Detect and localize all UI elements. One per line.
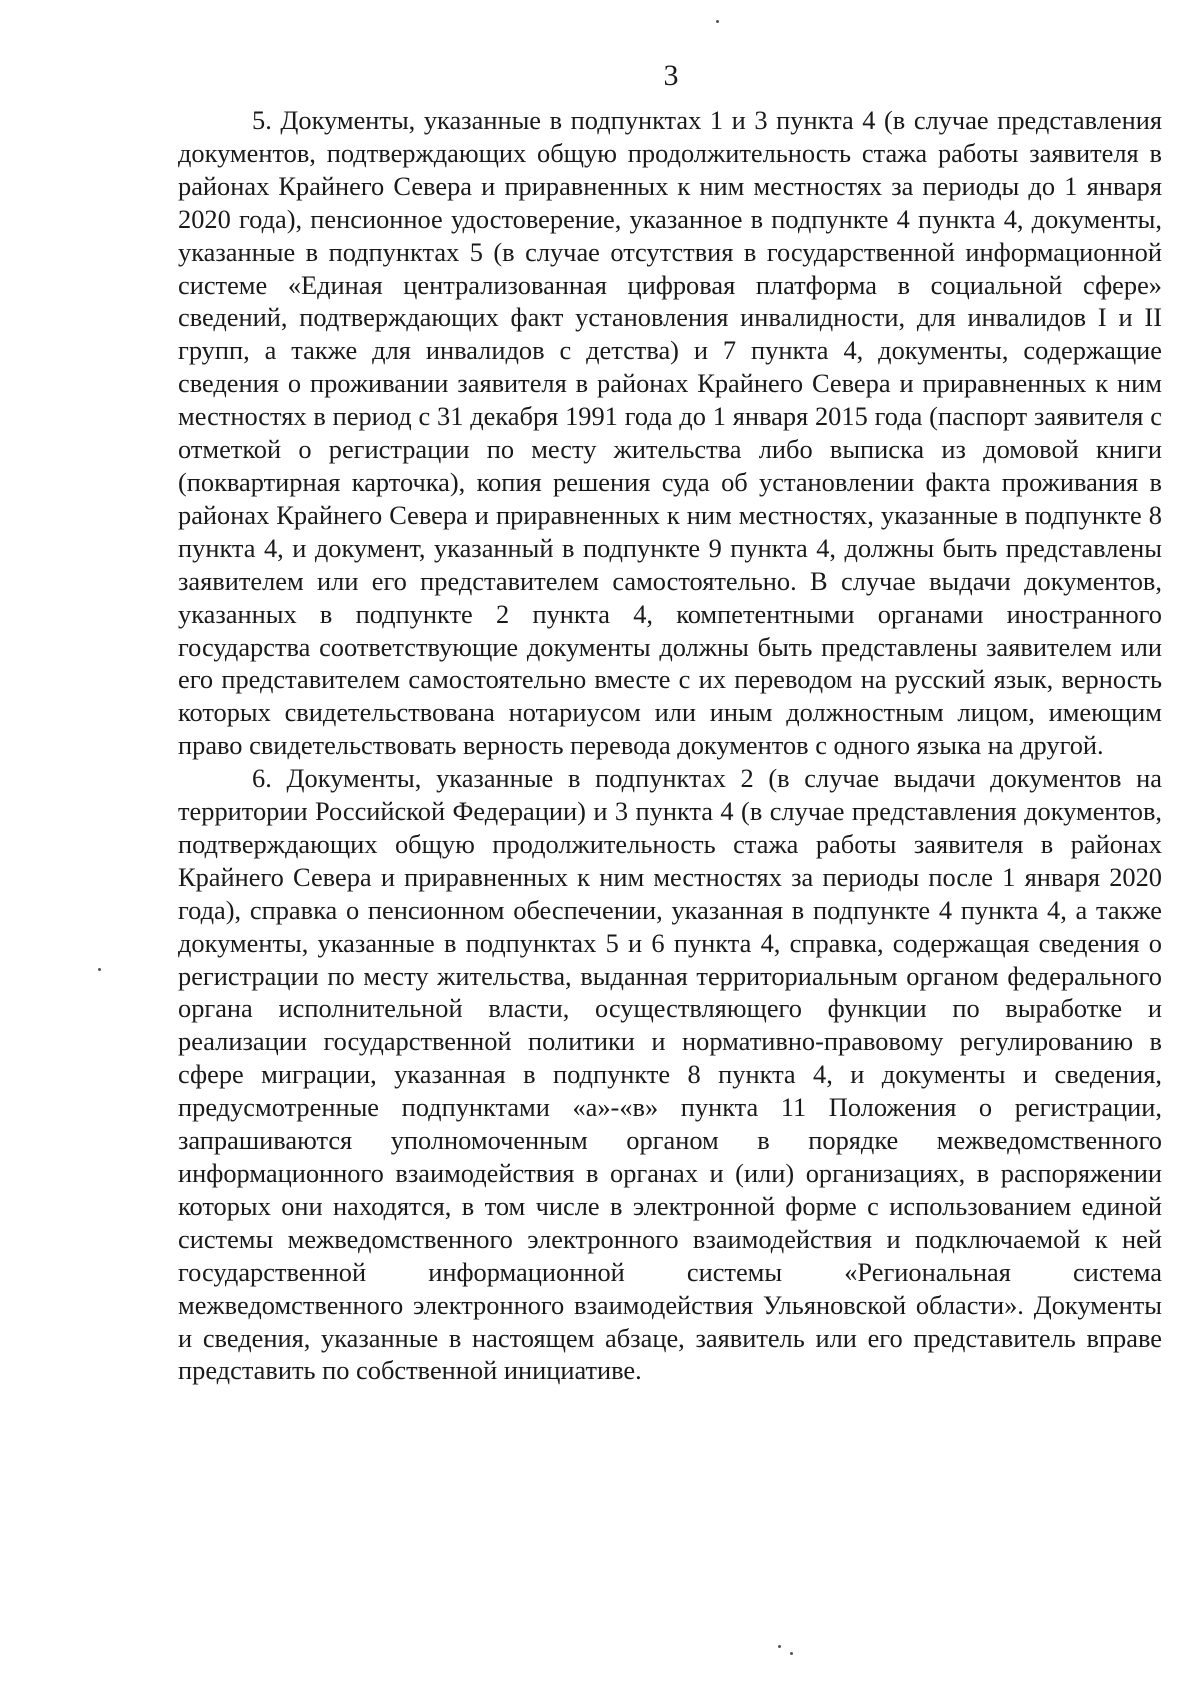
scan-speck [790, 1652, 793, 1655]
scan-speck [98, 968, 101, 971]
scan-speck [716, 20, 719, 23]
document-body [178, 104, 1162, 1387]
scan-speck [778, 1645, 781, 1648]
page-number: 3 [663, 59, 679, 92]
paragraph-6: 6. Документы, указанные в подпунктах 2 (в случае выдачи документов на территории Российской Федерации) и 3 пункта 4 (в случае представления документов, подтверждающих общую продолжительность стажа работы заявителя в районах Крайнего Севера и приравненных к ним местностях за периоды после 1 января 2020 года), справка о пенсионном обеспечении, указанная в подпункте 4 пункта 4, а также документы, указанные в подпунктах 5 и 6 пункта 4, справка, содержащая сведения о регистрации по месту жительства, выданная территориальным органом федерального органа исполнительной власти, осуществляющего функции по выработке и реализации государственной политики и нормативно-правовому регулированию в сфере миграции, указанная в подпункте 8 пункта 4, и документы и сведения, предусмотренные подпунктами «а»-«в» пункта 11 Положения о регистрации, запрашиваются уполномоченным органом в порядке межведомственного информационного взаимодействия в органах и (или) организациях, в распоряжении которых они находятся, в том числе в электронной форме с использованием единой системы межведомственного электронного взаимодействия и подключаемой к ней государственной информационной системы «Региональная система межведомственного электронного взаимодействия Ульяновской области». Документы и сведения, указанные в настоящем абзаце, заявитель или его представитель вправе представить по собственной инициативе. [178, 763, 1162, 1386]
paragraph-5: 5. Документы, указанные в подпунктах 1 и 3 пункта 4 (в случае представления документов, подтверждающих общую продолжительность стажа работы заявителя в районах Крайнего Севера и приравненных к ним местностях за периоды до 1 января 2020 года), пенсионное удостоверение, указанное в подпункте 4 пункта 4, документы, указанные в подпунктах 5 (в случае отсутствия в государственной информационной системе «Единая централизованная цифровая платформа в социальной сфере» сведений, подтверждающих факт установления инвалидности, для инвалидов I и II групп, а также для инвалидов с детства) и 7 пункта 4, документы, содержащие сведения о проживании заявителя в районах Крайнего Севера и приравненных к ним местностях в период с 31 декабря 1991 года до 1 января 2015 года (паспорт заявителя с отметкой о регистрации по месту жительства либо выписка из домовой книги (поквартирная карточка), копия решения суда об установлении факта проживания в районах Крайнего Севера и приравненных к ним местностях, указанные в подпункте 8 пункта 4, и документ, указанный в подпункте 9 пункта 4, должны быть представлены заявителем или его представителем самостоятельно. В случае выдачи документов, указанных в подпункте 2 пункта 4, компетентными органами иностранного государства соответствующие документы должны быть представлены заявителем или его представителем самостоятельно вместе с их переводом на русский язык, верность которых свидетельствована нотариусом или иным должностным лицом, имеющим право свидетельствовать верность перевода документов с одного языка на другой. [178, 105, 1162, 761]
